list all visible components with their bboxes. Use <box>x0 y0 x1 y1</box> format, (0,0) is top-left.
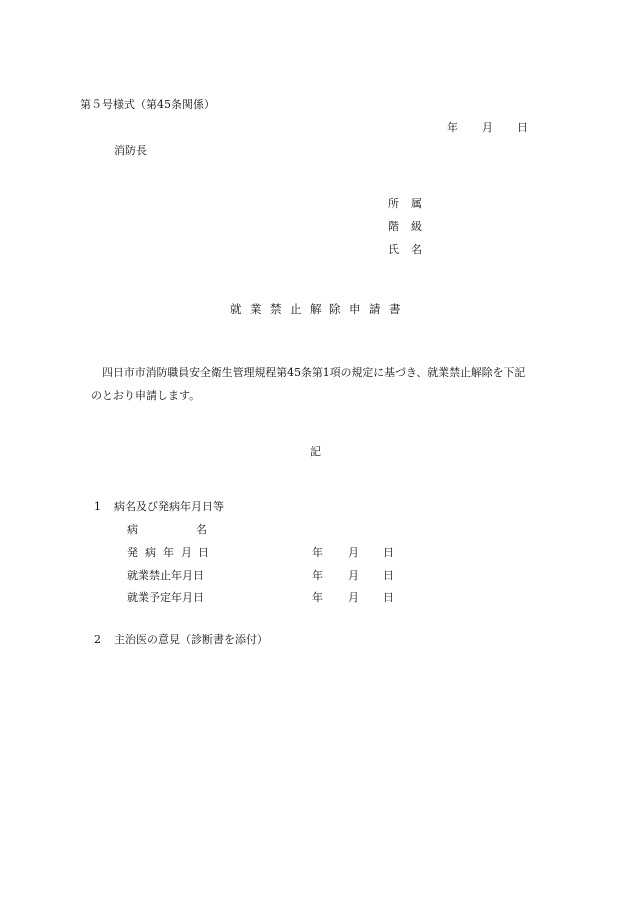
rank-label-2: 級 <box>411 220 422 233</box>
date-year-label: 年 <box>447 121 458 134</box>
date-month-label: 月 <box>482 121 493 134</box>
section1-number: 1 <box>94 500 101 513</box>
prohibition-month-unit: 月 <box>348 569 359 582</box>
name-label-1: 氏 <box>388 243 399 256</box>
section2-heading: 主治医の意見（診断書を添付） <box>114 633 268 646</box>
title-char-9: 書 <box>389 302 401 316</box>
onset-day-unit: 日 <box>383 546 394 559</box>
onset-label-2: 病 <box>145 546 156 559</box>
onset-label-1: 発 <box>127 546 138 559</box>
scheduled-return-label: 就業予定年月日 <box>127 591 204 604</box>
section2-number: 2 <box>94 633 101 646</box>
title-char-8: 請 <box>369 302 381 316</box>
title-char-3: 禁 <box>270 302 282 316</box>
date-day-label: 日 <box>517 121 528 134</box>
return-year-unit: 年 <box>312 591 323 604</box>
body-line-2: のとおり申請します。 <box>91 389 201 402</box>
disease-name-label-2: 名 <box>196 523 207 536</box>
prohibition-day-unit: 日 <box>383 569 394 582</box>
section1-heading: 病名及び発病年月日等 <box>114 500 224 513</box>
ki-label: 記 <box>310 445 321 458</box>
disease-name-label-1: 病 <box>127 523 138 536</box>
title-char-5: 解 <box>310 302 322 316</box>
onset-label-5: 日 <box>198 546 209 559</box>
onset-year-unit: 年 <box>312 546 323 559</box>
title-char-6: 除 <box>329 302 341 316</box>
prohibition-start-label: 就業禁止年月日 <box>127 569 204 582</box>
prohibition-year-unit: 年 <box>312 569 323 582</box>
name-label-2: 名 <box>411 243 422 256</box>
title-char-7: 申 <box>349 302 361 316</box>
affiliation-label-2: 属 <box>411 197 422 210</box>
title-char-4: 止 <box>290 302 302 316</box>
addressee: 消防長 <box>114 144 147 157</box>
onset-month-unit: 月 <box>348 546 359 559</box>
title-char-1: 就 <box>230 302 242 316</box>
return-month-unit: 月 <box>348 591 359 604</box>
affiliation-label-1: 所 <box>388 197 399 210</box>
title-char-2: 業 <box>250 302 262 316</box>
onset-label-3: 年 <box>163 546 174 559</box>
return-day-unit: 日 <box>383 591 394 604</box>
body-line-1: 四日市市消防職員安全衛生管理規程第45条第1項の規定に基づき、就業禁止解除を下記 <box>102 366 526 379</box>
rank-label-1: 階 <box>388 220 399 233</box>
onset-label-4: 月 <box>181 546 192 559</box>
form-number: 第５号様式（第45条関係） <box>80 98 215 111</box>
